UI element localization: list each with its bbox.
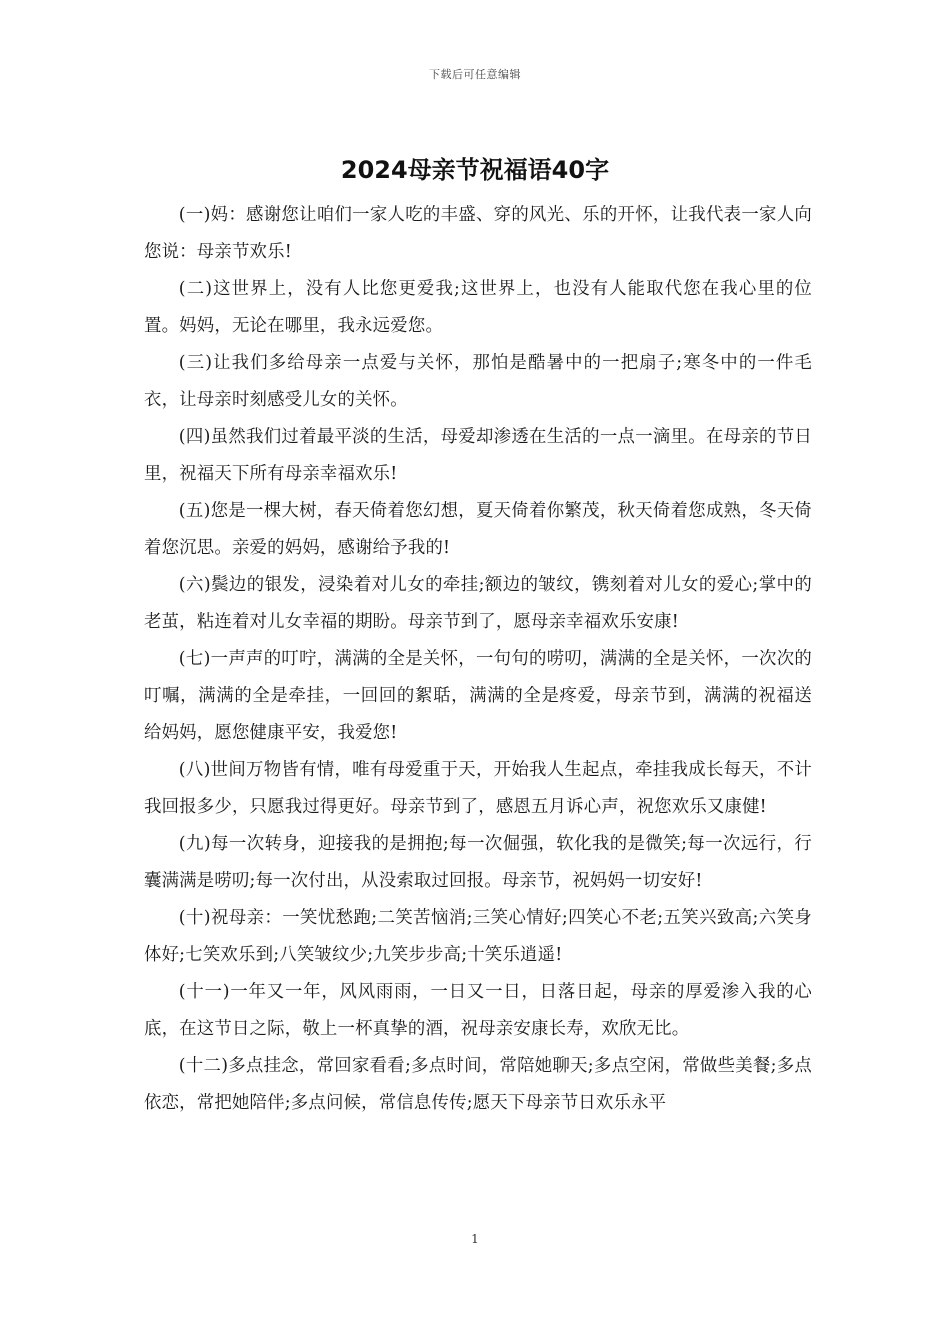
paragraph-7: (七)一声声的叮咛，满满的全是关怀，一句句的唠叨，满满的全是关怀，一次次的叮嘱，满满的全是牵挂，一回回的絮聒，满满的全是疼爱，母亲节到，满满的祝福送给妈妈，愿您健康平安，我爱您! bbox=[144, 649, 812, 743]
paragraph-6: (六)鬓边的银发，浸染着对儿女的牵挂;额边的皱纹，镌刻着对儿女的爱心;掌中的老茧，粘连着对儿女幸福的期盼。母亲节到了，愿母亲幸福欢乐安康! bbox=[144, 575, 812, 632]
paragraph-4: (四)虽然我们过着最平淡的生活，母爱却渗透在生活的一点一滴里。在母亲的节日里，祝福天下所有母亲幸福欢乐! bbox=[144, 427, 812, 484]
paragraph-9: (九)每一次转身，迎接我的是拥抱;每一次倔强，软化我的是微笑;每一次远行，行囊满满是唠叨;每一次付出，从没索取过回报。母亲节，祝妈妈一切安好! bbox=[144, 834, 812, 891]
paragraph-8: (八)世间万物皆有情，唯有母爱重于天，开始我人生起点，牵挂我成长每天，不计我回报多少，只愿我过得更好。母亲节到了，感恩五月诉心声，祝您欢乐又康健! bbox=[144, 760, 812, 817]
header-note: 下载后可任意编辑 bbox=[429, 68, 521, 81]
paragraph-5: (五)您是一棵大树，春天倚着您幻想，夏天倚着你繁茂，秋天倚着您成熟，冬天倚着您沉思。亲爱的妈妈，感谢给予我的! bbox=[144, 501, 812, 558]
paragraph-1: (一)妈：感谢您让咱们一家人吃的丰盛、穿的风光、乐的开怀，让我代表一家人向您说：母亲节欢乐! bbox=[144, 205, 812, 262]
document-body bbox=[144, 197, 812, 1122]
page-number: 1 bbox=[471, 1232, 479, 1246]
document-title: 2024母亲节祝福语40字 bbox=[340, 156, 610, 184]
paragraph-2: (二)这世界上，没有人比您更爱我;这世界上，也没有人能取代您在我心里的位置。妈妈，无论在哪里，我永远爱您。 bbox=[144, 279, 812, 336]
paragraph-3: (三)让我们多给母亲一点爱与关怀，那怕是酷暑中的一把扇子;寒冬中的一件毛衣，让母亲时刻感受儿女的关怀。 bbox=[144, 353, 812, 410]
paragraph-11: (十一)一年又一年，风风雨雨，一日又一日，日落日起，母亲的厚爱渗入我的心底，在这节日之际，敬上一杯真挚的酒，祝母亲安康长寿，欢欣无比。 bbox=[144, 982, 812, 1039]
paragraph-10: (十)祝母亲：一笑忧愁跑;二笑苦恼消;三笑心情好;四笑心不老;五笑兴致高;六笑身体好;七笑欢乐到;八笑皱纹少;九笑步步高;十笑乐逍遥! bbox=[144, 908, 812, 965]
paragraph-12: (十二)多点挂念，常回家看看;多点时间，常陪她聊天;多点空闲，常做些美餐;多点依恋，常把她陪伴;多点问候，常信息传传;愿天下母亲节日欢乐永平 bbox=[144, 1056, 812, 1113]
